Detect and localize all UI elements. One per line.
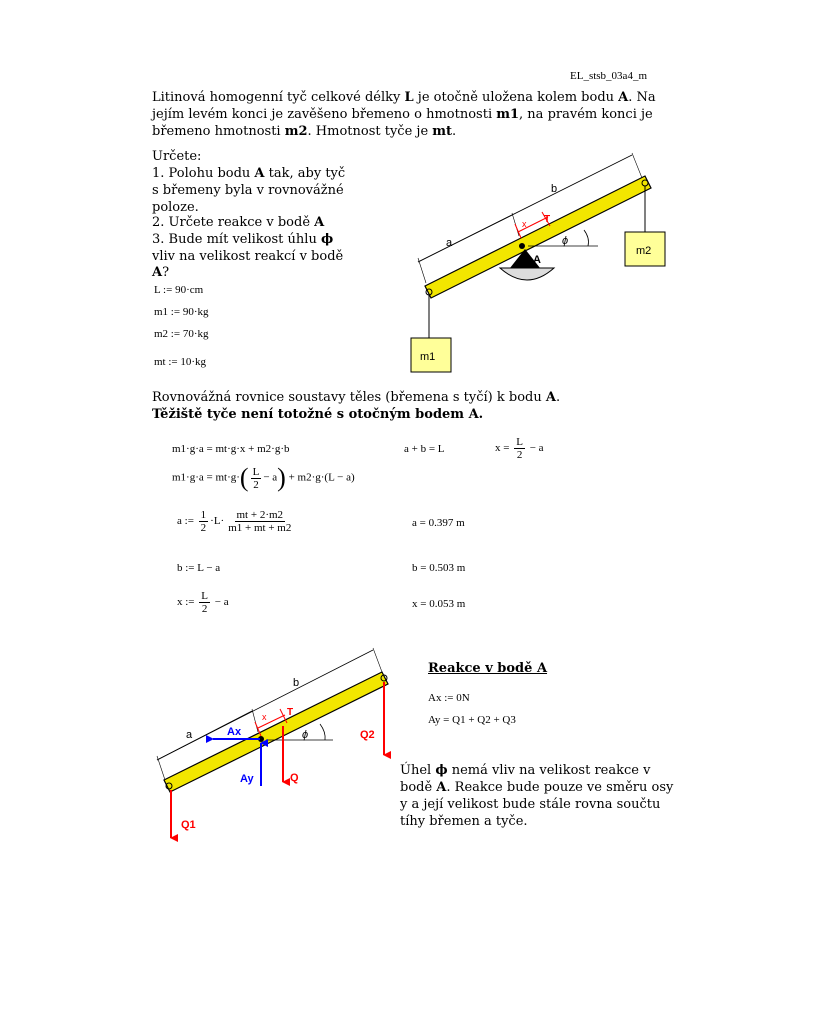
result-a: a = 0.397 m xyxy=(412,517,465,529)
label-phi: ϕ xyxy=(302,729,309,741)
equation-length: a + b = L xyxy=(404,443,445,455)
given-m1: m1 := 90·kg xyxy=(154,306,209,318)
label-b: b xyxy=(293,677,300,689)
lever-figure xyxy=(405,148,675,378)
fraction: $\frac{1}{2}$ xyxy=(200,509,207,534)
label-Ax: Ax xyxy=(227,726,242,738)
label-Q2: Q2 xyxy=(360,729,375,741)
reaction-ay: Ay = Q1 + Q2 + Q3 xyxy=(428,714,516,726)
equation-moments: m1·g·a = mt·g·x + m2·g·b xyxy=(172,443,290,455)
reaction-ax: Ax := 0N xyxy=(428,692,470,704)
given-m2: m2 := 70·kg xyxy=(154,328,209,340)
task-3-line-3: A? xyxy=(152,265,170,280)
task-2: 2. Určete reakce v bodě A xyxy=(152,215,325,230)
angle-arc xyxy=(584,230,589,246)
extension-line xyxy=(418,258,426,283)
document-id: EL_stsb_03a4_m xyxy=(570,70,647,82)
conclusion-line-1: Úhel ϕ nemá vliv na velikost reakce v xyxy=(400,763,651,778)
label-x: x xyxy=(262,712,267,722)
angle-arc xyxy=(320,724,325,740)
rod xyxy=(425,176,651,298)
rod xyxy=(164,672,388,792)
conclusion-line-4: tíhy břemen a tyče. xyxy=(400,814,528,829)
task-3-line-1: 3. Bude mít velikost úhlu ϕ xyxy=(152,232,334,247)
extension-line xyxy=(252,709,258,732)
extension-line xyxy=(373,648,382,672)
force-figure xyxy=(150,640,405,845)
equilibrium-line-1: Rovnovážná rovnice soustavy těles (břemena s tyčí) k bodu A. xyxy=(152,390,561,405)
intro-line-2: jejím levém konci je zavěšeno břemeno o hmotnosti m1, na pravém konci je xyxy=(152,107,653,122)
given-L: L := 90·cm xyxy=(154,284,204,296)
label-Q1: Q1 xyxy=(181,819,196,831)
equilibrium-line-2: Těžiště tyče není totožné s otočným bodem A. xyxy=(152,407,484,422)
conclusion-line-3: y a její velikost bude stále rovna součtu xyxy=(400,797,661,812)
label-x: x xyxy=(522,219,527,229)
label-T: T xyxy=(287,707,294,718)
label-m1: m1 xyxy=(420,351,436,363)
support-base xyxy=(500,268,554,280)
equation-x-definition: x := $\frac{L}{2}$ − a xyxy=(177,590,229,615)
label-Ay: Ay xyxy=(240,773,254,785)
label-a: a xyxy=(186,729,193,741)
task-3-line-2: vliv na velikost reakcí v bodě xyxy=(152,249,344,264)
equation-b-definition: b := L − a xyxy=(177,562,221,574)
label-m2: m2 xyxy=(636,245,652,257)
equation-a-definition: a := $\frac{1}{2}$ ·L· $\frac{mt + 2\cdot m2}{m1 + mt + m2}$ xyxy=(177,509,292,534)
extension-line xyxy=(632,153,642,178)
result-x: x = 0.053 m xyxy=(412,598,466,610)
fraction: $\frac{L}{2}$ xyxy=(516,436,523,461)
label-A: A xyxy=(533,254,541,266)
equation-x: x = $\frac{L}{2}$ − a xyxy=(495,436,544,461)
fraction: $\frac{mt + 2\cdot m2}{m1 + mt + m2}$ xyxy=(228,509,292,534)
task-1-line-2: s břemeny byla v rovnovážné xyxy=(152,183,344,198)
task-1-line-3: poloze. xyxy=(152,200,199,215)
label-a: a xyxy=(446,237,453,249)
conclusion-line-2: bodě A. Reakce bude pouze ve směru osy xyxy=(400,780,674,795)
given-mt: mt := 10·kg xyxy=(154,356,207,368)
pivot-point xyxy=(519,243,525,249)
tasks-heading: Určete: xyxy=(152,149,202,164)
extension-line xyxy=(157,756,165,780)
intro-line-1: Litinová homogenní tyč celkové délky L je otočně uložena kolem bodu A. Na xyxy=(152,90,656,105)
fraction: $\frac{L}{2}$ xyxy=(252,465,260,491)
label-Q: Q xyxy=(290,772,299,784)
label-phi: ϕ xyxy=(562,235,569,247)
equation-substituted: m1·g·a = mt·g·( $\frac{L}{2}$ − a) + m2·g·(L − a) xyxy=(172,463,355,492)
label-b: b xyxy=(551,183,558,195)
label-T: T xyxy=(544,214,551,225)
reactions-heading: Reakce v bodě A xyxy=(428,661,548,676)
task-1-line-1: 1. Polohu bodu A tak, aby tyč xyxy=(152,166,346,181)
result-b: b = 0.503 m xyxy=(412,562,466,574)
fraction: $\frac{L}{2}$ xyxy=(201,590,208,615)
intro-line-3: břemeno hmotnosti m2. Hmotnost tyče je mt. xyxy=(152,124,457,139)
